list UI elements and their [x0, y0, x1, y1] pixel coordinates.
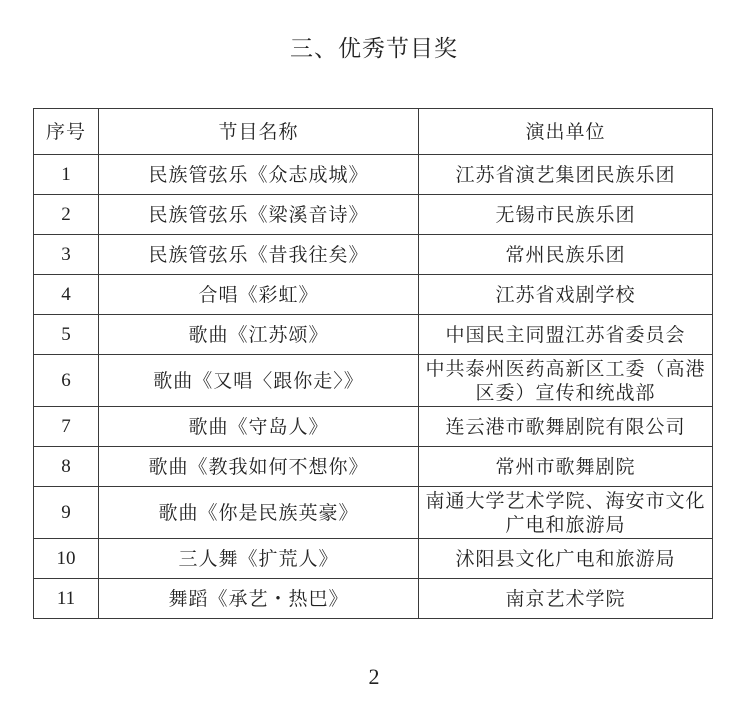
table-row — [34, 355, 713, 407]
page-number: 2 — [368, 664, 380, 689]
cell-number: 2 — [34, 195, 99, 235]
cell-performing-unit: 常州市歌舞剧院 — [419, 447, 713, 487]
cell-number: 10 — [34, 539, 99, 579]
awards-table — [33, 108, 713, 619]
cell-performing-unit: 连云港市歌舞剧院有限公司 — [419, 407, 713, 447]
header-program-name: 节目名称 — [99, 109, 419, 155]
table-header-row — [34, 109, 713, 155]
cell-number: 6 — [34, 355, 99, 407]
table-row — [34, 235, 713, 275]
cell-program-name: 民族管弦乐《梁溪音诗》 — [99, 195, 419, 235]
table-row — [34, 579, 713, 619]
cell-number: 5 — [34, 315, 99, 355]
table-row — [34, 539, 713, 579]
table-row — [34, 155, 713, 195]
table-row — [34, 487, 713, 539]
table-row — [34, 195, 713, 235]
table-row — [34, 275, 713, 315]
table-row — [34, 407, 713, 447]
cell-number: 7 — [34, 407, 99, 447]
cell-program-name: 歌曲《守岛人》 — [99, 407, 419, 447]
cell-program-name: 民族管弦乐《昔我往矣》 — [99, 235, 419, 275]
cell-program-name: 民族管弦乐《众志成城》 — [99, 155, 419, 195]
cell-number: 9 — [34, 487, 99, 539]
table-row — [34, 315, 713, 355]
cell-program-name: 歌曲《你是民族英豪》 — [99, 487, 419, 539]
cell-performing-unit: 江苏省戏剧学校 — [419, 275, 713, 315]
cell-performing-unit: 南通大学艺术学院、海安市文化广电和旅游局 — [419, 487, 713, 539]
cell-program-name: 歌曲《教我如何不想你》 — [99, 447, 419, 487]
cell-program-name: 舞蹈《承艺・热巴》 — [99, 579, 419, 619]
cell-program-name: 歌曲《又唱〈跟你走〉》 — [99, 355, 419, 407]
cell-performing-unit: 中共泰州医药高新区工委（高港区委）宣传和统战部 — [419, 355, 713, 407]
table-row — [34, 447, 713, 487]
cell-performing-unit: 南京艺术学院 — [419, 579, 713, 619]
cell-number: 3 — [34, 235, 99, 275]
page-title: 三、优秀节目奖 — [290, 36, 458, 62]
cell-number: 1 — [34, 155, 99, 195]
header-performing-unit: 演出单位 — [419, 109, 713, 155]
cell-program-name: 合唱《彩虹》 — [99, 275, 419, 315]
cell-number: 4 — [34, 275, 99, 315]
cell-program-name: 三人舞《扩荒人》 — [99, 539, 419, 579]
header-number: 序号 — [34, 109, 99, 155]
cell-number: 11 — [34, 579, 99, 619]
cell-program-name: 歌曲《江苏颂》 — [99, 315, 419, 355]
cell-performing-unit: 常州民族乐团 — [419, 235, 713, 275]
cell-performing-unit: 江苏省演艺集团民族乐团 — [419, 155, 713, 195]
cell-performing-unit: 中国民主同盟江苏省委员会 — [419, 315, 713, 355]
cell-performing-unit: 沭阳县文化广电和旅游局 — [419, 539, 713, 579]
cell-performing-unit: 无锡市民族乐团 — [419, 195, 713, 235]
cell-number: 8 — [34, 447, 99, 487]
